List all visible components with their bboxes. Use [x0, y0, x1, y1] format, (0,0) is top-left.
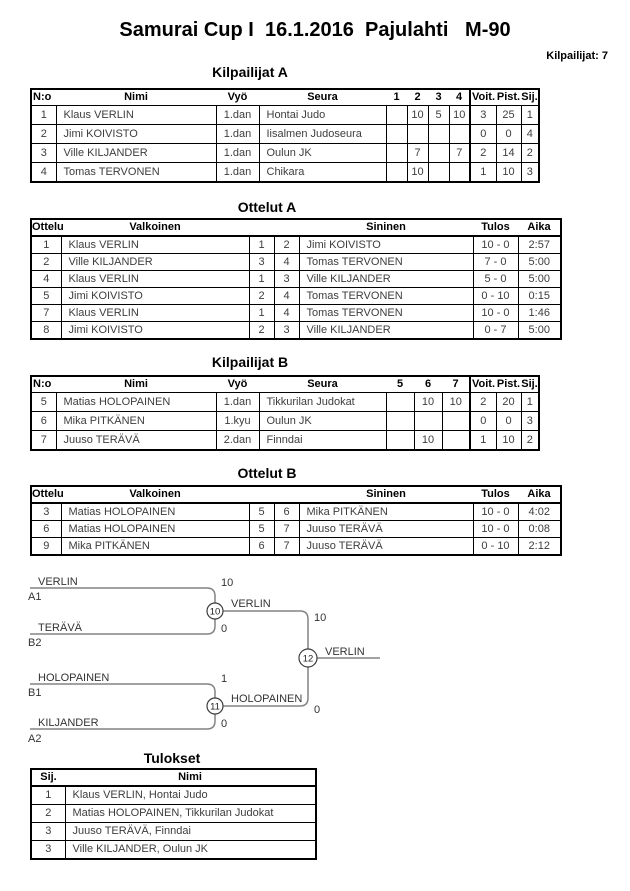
- col-header: Sij.: [31, 769, 65, 786]
- belt-cell: 1.dan: [216, 163, 259, 183]
- white-no-cell: 3: [249, 254, 274, 271]
- col-header: Pist.: [496, 376, 521, 393]
- wins-cell: 0: [470, 412, 496, 431]
- bracket-score: 0: [221, 623, 228, 635]
- table-row: [31, 503, 561, 521]
- white-no-cell: 2: [249, 288, 274, 305]
- score-cell: 0 - 10: [473, 288, 518, 305]
- place-cell: 3: [31, 823, 65, 841]
- round-cell: [386, 106, 407, 125]
- white-no-cell: 2: [249, 322, 274, 340]
- club-cell: Oulun JK: [259, 144, 386, 163]
- bracket-seed-label: A2: [28, 733, 42, 745]
- blue-name-cell: Juuso TERÄVÄ: [299, 521, 473, 538]
- match-no-cell: 5: [31, 288, 61, 305]
- header-row: [31, 219, 561, 236]
- no-cell: 5: [31, 393, 56, 412]
- col-header: N:o: [31, 376, 56, 393]
- blue-name-cell: Ville KILJANDER: [299, 271, 473, 288]
- table-row: [31, 125, 539, 144]
- table-row: [31, 305, 561, 322]
- match-no-cell: 8: [31, 322, 61, 340]
- white-name-cell: Matias HOLOPAINEN: [61, 503, 249, 521]
- blue-no-cell: 6: [274, 503, 299, 521]
- col-header: Sininen: [299, 219, 473, 236]
- result-name-cell: Klaus VERLIN, Hontai Judo: [65, 786, 316, 805]
- col-header: Seura: [259, 89, 386, 106]
- bracket-competitor-label: VERLIN: [38, 576, 78, 588]
- club-cell: Chikara: [259, 163, 386, 183]
- round-cell: 10: [407, 106, 428, 125]
- bracket-competitor-label: TERÄVÄ: [38, 622, 83, 634]
- blue-no-cell: 7: [274, 538, 299, 556]
- name-cell: Klaus VERLIN: [56, 106, 216, 125]
- round-cell: [428, 163, 449, 183]
- col-header: Pist.: [496, 89, 521, 106]
- section-title-pool-b: Kilpailijat B: [211, 354, 289, 370]
- bracket-seed-label: B1: [28, 687, 42, 699]
- wins-cell: 3: [470, 106, 496, 125]
- white-name-cell: Klaus VERLIN: [61, 236, 249, 254]
- col-header: Ottelu: [31, 486, 61, 503]
- name-cell: Juuso TERÄVÄ: [56, 431, 216, 451]
- col-header: Nimi: [56, 376, 216, 393]
- match-no-cell: 2: [31, 254, 61, 271]
- points-cell: 25: [496, 106, 521, 125]
- match-number: 11: [210, 701, 220, 713]
- white-no-cell: 5: [249, 503, 274, 521]
- place-cell: 3: [521, 163, 539, 183]
- name-cell: Mika PITKÄNEN: [56, 412, 216, 431]
- bracket-score: 10: [221, 577, 234, 589]
- bracket: [25, 566, 425, 751]
- col-header: N:o: [31, 89, 56, 106]
- col-header: 4: [449, 89, 470, 106]
- match-no-cell: 6: [31, 521, 61, 538]
- score-cell: 10 - 0: [473, 521, 518, 538]
- col-header: Ottelu: [31, 219, 61, 236]
- blue-no-cell: 3: [274, 271, 299, 288]
- col-header: Voit.: [470, 89, 496, 106]
- table-row: [31, 431, 539, 451]
- place-cell: 1: [521, 106, 539, 125]
- belt-cell: 1.dan: [216, 393, 259, 412]
- points-cell: 14: [496, 144, 521, 163]
- club-cell: Hontai Judo: [259, 106, 386, 125]
- results-table: [30, 768, 317, 860]
- name-cell: Matias HOLOPAINEN: [56, 393, 216, 412]
- round-cell: 5: [428, 106, 449, 125]
- round-cell: [386, 431, 414, 451]
- name-cell: Tomas TERVONEN: [56, 163, 216, 183]
- wins-cell: 1: [470, 163, 496, 183]
- round-cell: [386, 125, 407, 144]
- white-no-cell: 1: [249, 271, 274, 288]
- no-cell: 3: [31, 144, 56, 163]
- col-header: 3: [428, 89, 449, 106]
- round-cell: 10: [407, 163, 428, 183]
- table-row: [31, 163, 539, 183]
- white-no-cell: 1: [249, 305, 274, 322]
- match-number: 10: [209, 606, 221, 618]
- col-header: Valkoinen: [61, 219, 249, 236]
- header-row: [31, 89, 539, 106]
- place-cell: 2: [31, 805, 65, 823]
- club-cell: Oulun JK: [259, 412, 386, 431]
- place-cell: 2: [521, 144, 539, 163]
- bracket-connector: [223, 611, 308, 649]
- table-row: [31, 786, 316, 805]
- match-no-cell: 3: [31, 503, 61, 521]
- header-row: [31, 486, 561, 503]
- bracket-seed-label: A1: [28, 591, 42, 603]
- col-header: Tulos: [473, 486, 518, 503]
- belt-cell: 2.dan: [216, 431, 259, 451]
- bracket-connector: [30, 684, 215, 698]
- round-cell: 7: [407, 144, 428, 163]
- match-no-cell: 9: [31, 538, 61, 556]
- col-header: Valkoinen: [61, 486, 249, 503]
- table-row: [31, 288, 561, 305]
- blue-name-cell: Tomas TERVONEN: [299, 288, 473, 305]
- points-cell: 20: [496, 393, 521, 412]
- col-header: Tulos: [473, 219, 518, 236]
- round-cell: [428, 144, 449, 163]
- time-cell: 4:02: [518, 503, 561, 521]
- table-row: [31, 412, 539, 431]
- table-row: [31, 823, 316, 841]
- club-cell: Finndai: [259, 431, 386, 451]
- col-header: 7: [442, 376, 470, 393]
- bracket-winner-label: HOLOPAINEN: [231, 693, 303, 705]
- no-cell: 1: [31, 106, 56, 125]
- no-cell: 6: [31, 412, 56, 431]
- time-cell: 2:12: [518, 538, 561, 556]
- score-cell: 10 - 0: [473, 503, 518, 521]
- round-cell: [386, 163, 407, 183]
- table-row: [31, 805, 316, 823]
- col-header: [274, 219, 299, 236]
- bracket-connector: [30, 588, 215, 603]
- time-cell: 5:00: [518, 271, 561, 288]
- match-no-cell: 1: [31, 236, 61, 254]
- round-cell: 10: [414, 393, 442, 412]
- score-cell: 5 - 0: [473, 271, 518, 288]
- table-row: [31, 106, 539, 125]
- place-cell: 3: [31, 841, 65, 860]
- round-cell: [386, 412, 414, 431]
- bracket-seed-label: B2: [28, 637, 42, 649]
- result-name-cell: Matias HOLOPAINEN, Tikkurilan Judokat: [65, 805, 316, 823]
- white-name-cell: Klaus VERLIN: [61, 305, 249, 322]
- belt-cell: 1.dan: [216, 125, 259, 144]
- white-name-cell: Ville KILJANDER: [61, 254, 249, 271]
- wins-cell: 2: [470, 393, 496, 412]
- round-cell: [449, 163, 470, 183]
- pool-a-table: [30, 88, 540, 183]
- col-header: Aika: [518, 486, 561, 503]
- bracket-score: 0: [314, 704, 321, 716]
- col-header: Sij.: [521, 89, 539, 106]
- score-cell: 10 - 0: [473, 236, 518, 254]
- col-header: Sininen: [299, 486, 473, 503]
- round-cell: [386, 393, 414, 412]
- club-cell: Tikkurilan Judokat: [259, 393, 386, 412]
- place-cell: 4: [521, 125, 539, 144]
- table-row: [31, 271, 561, 288]
- section-title-pool-a: Kilpailijat A: [212, 64, 288, 80]
- time-cell: 0:08: [518, 521, 561, 538]
- score-cell: 0 - 7: [473, 322, 518, 340]
- no-cell: 7: [31, 431, 56, 451]
- section-title-results: Tulokset: [143, 750, 201, 766]
- belt-cell: 1.dan: [216, 144, 259, 163]
- table-row: [31, 393, 539, 412]
- time-cell: 2:57: [518, 236, 561, 254]
- bracket-score: 1: [221, 673, 228, 685]
- col-header: 1: [386, 89, 407, 106]
- matches-a-table: [30, 218, 562, 340]
- col-header: 6: [414, 376, 442, 393]
- belt-cell: 1.dan: [216, 106, 259, 125]
- score-cell: 10 - 0: [473, 305, 518, 322]
- col-header: Seura: [259, 376, 386, 393]
- white-name-cell: Mika PITKÄNEN: [61, 538, 249, 556]
- round-cell: [442, 431, 470, 451]
- blue-name-cell: Tomas TERVONEN: [299, 305, 473, 322]
- blue-name-cell: Ville KILJANDER: [299, 322, 473, 340]
- round-cell: 10: [449, 106, 470, 125]
- score-cell: 0 - 10: [473, 538, 518, 556]
- wins-cell: 2: [470, 144, 496, 163]
- time-cell: 5:00: [518, 322, 561, 340]
- col-header: Aika: [518, 219, 561, 236]
- place-cell: 2: [521, 431, 539, 451]
- white-name-cell: Jimi KOIVISTO: [61, 322, 249, 340]
- table-row: [31, 322, 561, 340]
- bracket-winner-label: VERLIN: [231, 598, 271, 610]
- match-no-cell: 7: [31, 305, 61, 322]
- round-cell: [407, 125, 428, 144]
- col-header: Nimi: [56, 89, 216, 106]
- table-row: [31, 254, 561, 271]
- col-header: 2: [407, 89, 428, 106]
- bracket-champion-label: VERLIN: [325, 646, 365, 658]
- round-cell: 10: [414, 431, 442, 451]
- bracket-competitor-label: KILJANDER: [38, 717, 99, 729]
- round-cell: [449, 125, 470, 144]
- blue-no-cell: 2: [274, 236, 299, 254]
- white-name-cell: Klaus VERLIN: [61, 271, 249, 288]
- col-header: 5: [386, 376, 414, 393]
- no-cell: 4: [31, 163, 56, 183]
- col-header: [249, 486, 274, 503]
- header-row: [31, 769, 316, 786]
- bracket-competitor-label: HOLOPAINEN: [38, 672, 110, 684]
- col-header: [274, 486, 299, 503]
- col-header: Nimi: [65, 769, 316, 786]
- belt-cell: 1.kyu: [216, 412, 259, 431]
- wins-cell: 1: [470, 431, 496, 451]
- pool-b-table: [30, 375, 540, 451]
- round-cell: 10: [442, 393, 470, 412]
- wins-cell: 0: [470, 125, 496, 144]
- place-cell: 1: [31, 786, 65, 805]
- time-cell: 1:46: [518, 305, 561, 322]
- col-header: [249, 219, 274, 236]
- points-cell: 10: [496, 431, 521, 451]
- col-header: Vyö: [216, 376, 259, 393]
- matches-b-table: [30, 485, 562, 556]
- blue-no-cell: 3: [274, 322, 299, 340]
- time-cell: 0:15: [518, 288, 561, 305]
- result-name-cell: Juuso TERÄVÄ, Finndai: [65, 823, 316, 841]
- blue-name-cell: Tomas TERVONEN: [299, 254, 473, 271]
- white-name-cell: Matias HOLOPAINEN: [61, 521, 249, 538]
- match-number: 12: [302, 653, 314, 665]
- round-cell: 7: [449, 144, 470, 163]
- col-header: Vyö: [216, 89, 259, 106]
- match-no-cell: 4: [31, 271, 61, 288]
- page-title: Samurai Cup I 16.1.2016 Pajulahti M-90: [119, 19, 511, 41]
- round-cell: [428, 125, 449, 144]
- name-cell: Jimi KOIVISTO: [56, 125, 216, 144]
- white-name-cell: Jimi KOIVISTO: [61, 288, 249, 305]
- result-name-cell: Ville KILJANDER, Oulun JK: [65, 841, 316, 860]
- time-cell: 5:00: [518, 254, 561, 271]
- table-row: [31, 538, 561, 556]
- section-title-matches-a: Ottelut A: [237, 199, 297, 215]
- col-header: Voit.: [470, 376, 496, 393]
- blue-no-cell: 4: [274, 305, 299, 322]
- section-title-matches-b: Ottelut B: [237, 465, 297, 481]
- name-cell: Ville KILJANDER: [56, 144, 216, 163]
- points-cell: 10: [496, 163, 521, 183]
- table-row: [31, 841, 316, 860]
- blue-name-cell: Juuso TERÄVÄ: [299, 538, 473, 556]
- points-cell: 0: [496, 125, 521, 144]
- blue-no-cell: 4: [274, 288, 299, 305]
- round-cell: [414, 412, 442, 431]
- blue-no-cell: 4: [274, 254, 299, 271]
- round-cell: [386, 144, 407, 163]
- blue-name-cell: Mika PITKÄNEN: [299, 503, 473, 521]
- white-no-cell: 6: [249, 538, 274, 556]
- points-cell: 0: [496, 412, 521, 431]
- table-row: [31, 521, 561, 538]
- white-no-cell: 1: [249, 236, 274, 254]
- bracket-score: 0: [221, 718, 228, 730]
- blue-no-cell: 7: [274, 521, 299, 538]
- blue-name-cell: Jimi KOIVISTO: [299, 236, 473, 254]
- white-no-cell: 5: [249, 521, 274, 538]
- place-cell: 3: [521, 412, 539, 431]
- table-row: [31, 144, 539, 163]
- score-cell: 7 - 0: [473, 254, 518, 271]
- participants-count: Kilpailijat: 7: [546, 50, 608, 62]
- place-cell: 1: [521, 393, 539, 412]
- table-row: [31, 236, 561, 254]
- header-row: [31, 376, 539, 393]
- round-cell: [442, 412, 470, 431]
- club-cell: Iisalmen Judoseura: [259, 125, 386, 144]
- col-header: Sij.: [521, 376, 539, 393]
- bracket-score: 10: [314, 612, 327, 624]
- no-cell: 2: [31, 125, 56, 144]
